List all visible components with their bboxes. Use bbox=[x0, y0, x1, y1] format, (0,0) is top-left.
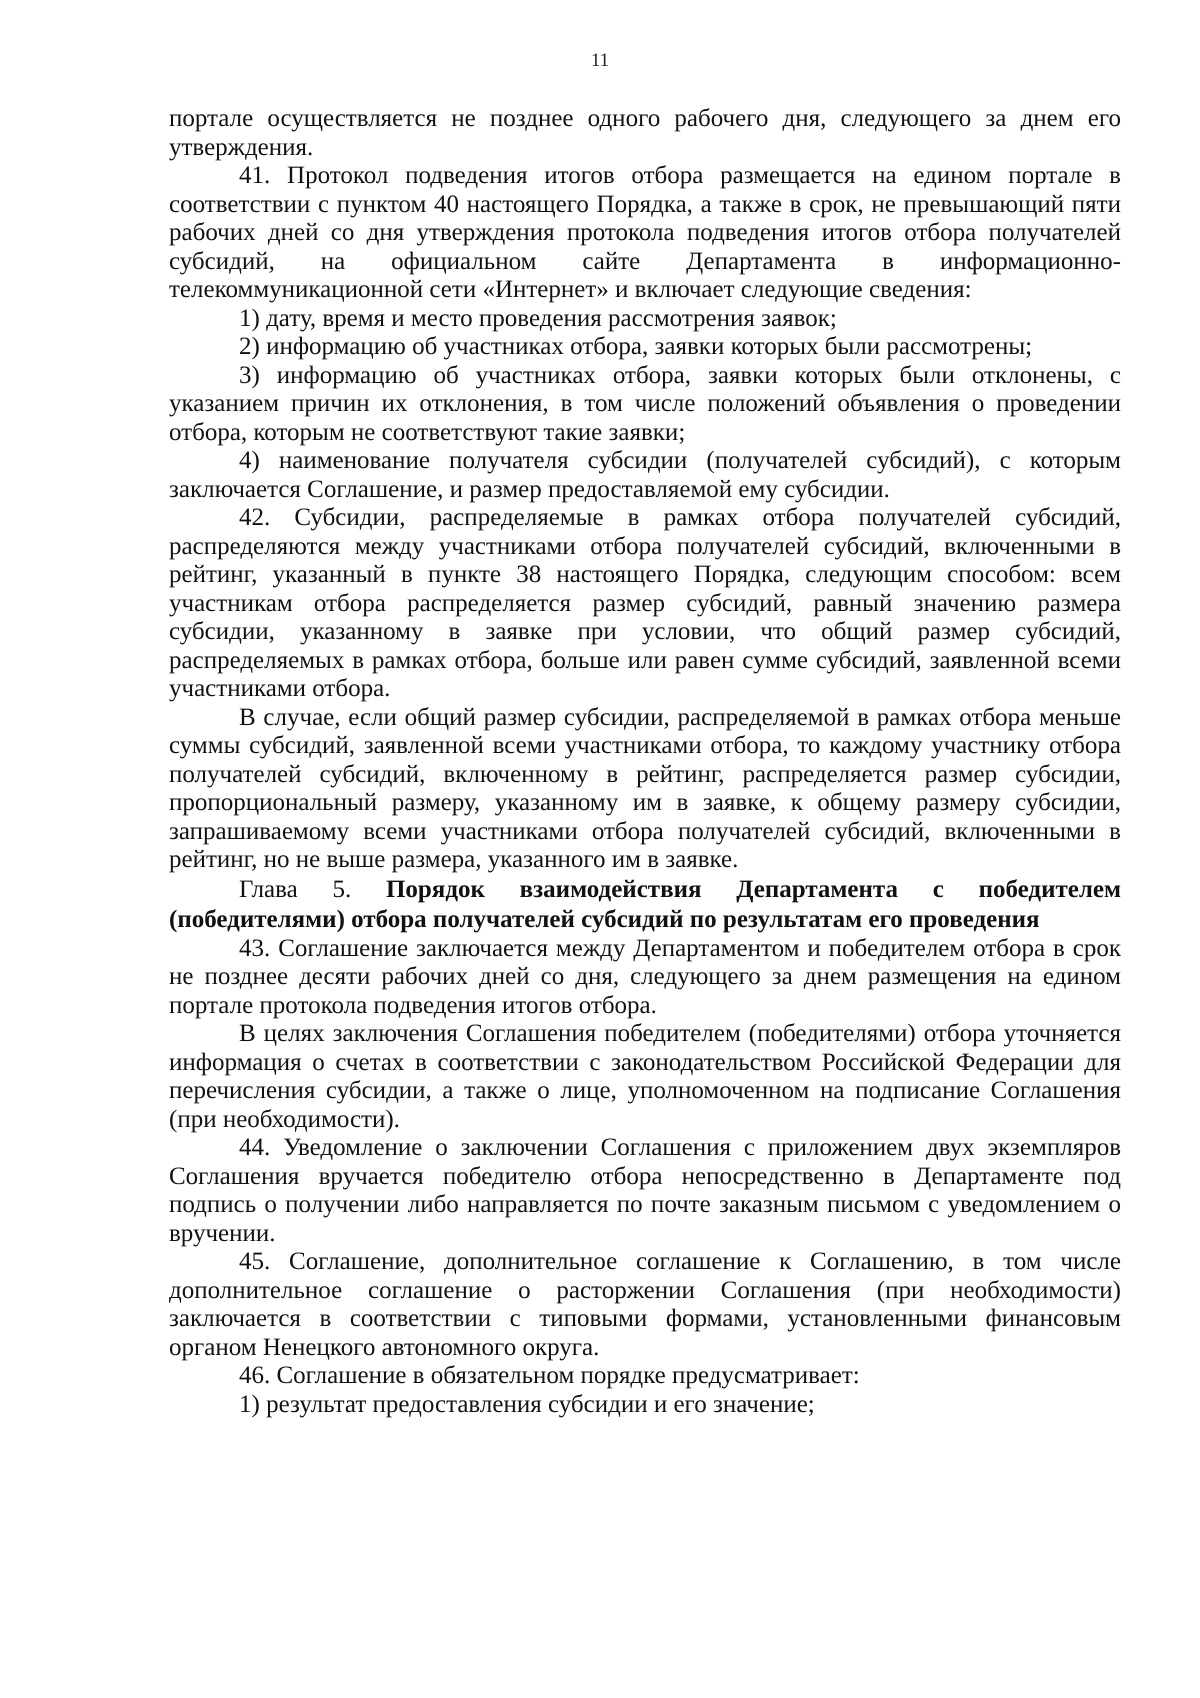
paragraph-43-continued: В целях заключения Соглашения победителем (победителями) отбора уточняется информация о счетах в соответствии с законодательством Российской Федерации для перечисления субсидии, а также о лице, уполномоченном на подписание Соглашения (при необходимости). bbox=[169, 1020, 1121, 1133]
paragraph-continuation: порталe осуществляется не позднее одного рабочего дня, следующего за днем его утверждения. bbox=[169, 105, 1121, 161]
paragraph-41: 41. Протокол подведения итогов отбора размещается на едином портале в соответствии с пунктом 40 настоящего Порядка, а также в срок, не превышающий пяти рабочих дней со дня утверждения протокола подведения итогов отбора получателей субсидий, на официальном сайте Департамента в информационно-телекоммуникационной сети «Интернет» и включает следующие сведения: bbox=[169, 162, 1121, 303]
list-item-41-1: 1) дату, время и место проведения рассмотрения заявок; bbox=[239, 304, 837, 332]
chapter-title: Порядок взаимодействия Департамента с победителем (победителями) отбора получателей субсидий по результатам его проведения bbox=[169, 875, 1122, 933]
paragraph-43: 43. Соглашение заключается между Департаментом и победителем отбора в срок не позднее десяти рабочих дней со дня, следующего за днем размещения на едином портале протокола подведения итогов отбора. bbox=[169, 934, 1121, 1019]
page-number: 11 bbox=[590, 50, 610, 71]
list-item-41-4: 4) наименование получателя субсидии (получателей субсидий), с которым заключается Соглашение, и размер предоставляемой ему субсидии. bbox=[169, 447, 1121, 503]
list-item-46-1: 1) результат предоставления субсидии и его значение; bbox=[239, 1390, 815, 1418]
chapter-prefix: Глава 5. bbox=[239, 875, 386, 903]
paragraph-46: 46. Соглашение в обязательном порядке предусматривает: bbox=[239, 1362, 860, 1389]
paragraph-45: 45. Соглашение, дополнительное соглашение к Соглашению, в том числе дополнительное соглашение о расторжении Соглашения (при необходимости) заключается в соответствии с типовыми формами, установленными финансовым органом Ненецкого автономного округа. bbox=[169, 1248, 1121, 1361]
paragraph-42: 42. Субсидии, распределяемые в рамках отбора получателей субсидий, распределяются между участниками отбора получателей субсидий, включенными в рейтинг, указанный в пункте 38 настоящего Порядка, следующим способом: всем участникам отбора распределяется размер субсидий, равный значению размера субсидии, указанному в заявке при условии, что общий размер субсидий, распределяемых в рамках отбора, больше или равен сумме субсидий, заявленной всеми участниками отбора. bbox=[169, 504, 1121, 702]
chapter-heading bbox=[169, 875, 1121, 935]
list-item-41-3: 3) информацию об участниках отбора, заявки которых были отклонены, с указанием причин их отклонения, в том числе положений объявления о проведении отбора, которым не соответствуют такие заявки; bbox=[169, 361, 1121, 446]
paragraph-42-continued: В случае, если общий размер субсидии, распределяемой в рамках отбора меньше суммы субсидий, заявленной всеми участниками отбора, то каждому участнику отбора получателей субсидий, включенному в рейтинг, распределяется размер субсидии, пропорциональный размеру, указанному им в заявке, к общему размеру субсидии, запрашиваемому всеми участниками отбора получателей субсидий, включенными в рейтинг, но не выше размера, указанного им в заявке. bbox=[169, 703, 1121, 873]
list-item-41-2: 2) информацию об участниках отбора, заявки которых были рассмотрены; bbox=[239, 333, 1033, 360]
document-body bbox=[169, 105, 1121, 1419]
paragraph-44: 44. Уведомление о заключении Соглашения с приложением двух экземпляров Соглашения вручается победителю отбора непосредственно в Департаменте под подпись о получении либо направляется по почте заказным письмом с уведомлением о вручении. bbox=[169, 1134, 1121, 1247]
